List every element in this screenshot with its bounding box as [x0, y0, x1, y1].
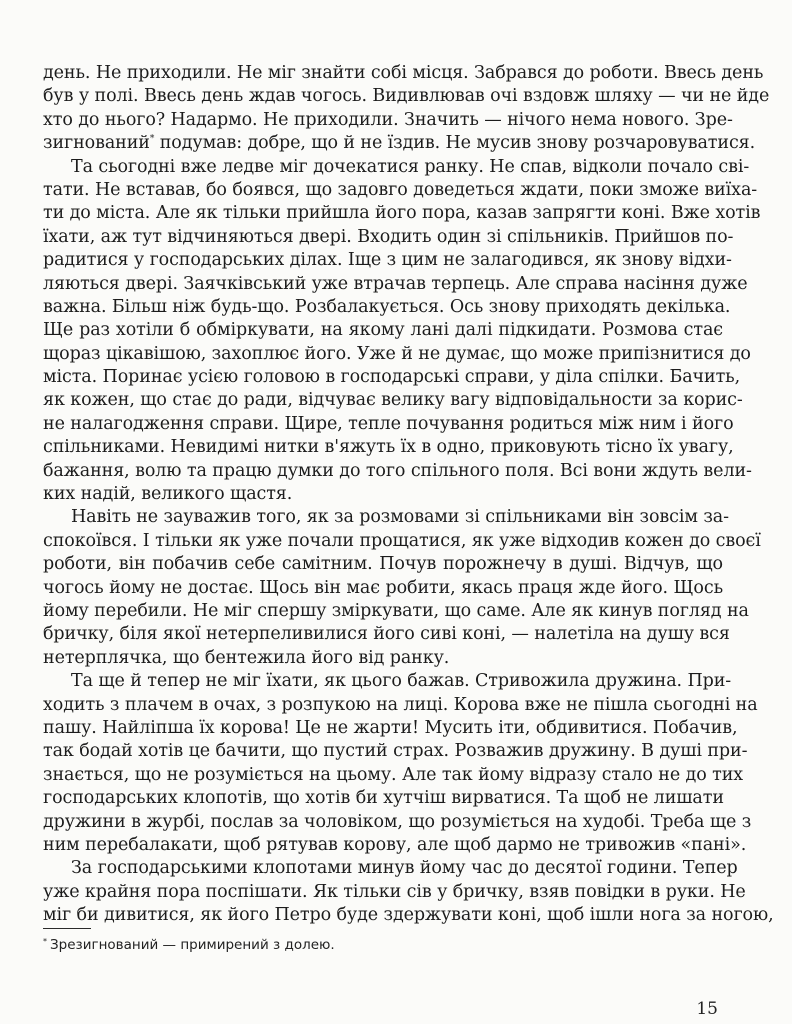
text-line — [43, 764, 744, 787]
line-text: щораз цікавішою, захоплює його. Уже й не думає, що може припізнитися до — [43, 343, 751, 364]
text-line — [43, 343, 751, 366]
line-text: бричку, біля якої нетерпеливилися його сиві коні, — налетіла на душу вся — [43, 624, 730, 645]
footnote — [43, 936, 335, 954]
text-line — [43, 694, 758, 717]
line-text: За господарськими клопотами минув йому час до десятої години. Тепер — [71, 858, 738, 879]
line-text: Ще раз хотіли б обміркувати, на якому лані далі підкидати. Розмова стає — [43, 320, 723, 341]
text-line — [43, 577, 723, 600]
line-text: так бодай хотів це бачити, що пустий страх. Розважив дружину. В душі при- — [43, 741, 748, 762]
text-line — [43, 787, 723, 810]
line-text: був у полі. Ввесь день ждав чогось. Видивлював очі вздовж шляху — чи не йде — [43, 86, 770, 107]
text-line — [43, 389, 743, 412]
text-line — [43, 670, 732, 693]
text-line — [43, 132, 756, 155]
text-line — [43, 506, 729, 529]
line-text: роботи, він побачив себе самітним. Почув порожнечу в душі. Відчув, що — [43, 554, 723, 575]
line-text: міг би дивитися, як його Петро буде здержувати коні, щоб ішли нога за ногою, — [43, 905, 774, 926]
footnote-marker: * — [43, 936, 47, 946]
line-text: спільниками. Невидимі нитки в'яжуть їх в одно, приковують тісно їх увагу, — [43, 437, 734, 458]
line-text: тати. Не вставав, бо боявся, що задовго доведеться ждати, поки зможе виїха- — [43, 179, 758, 200]
line-text: зигнований — [43, 133, 150, 154]
line-text: ходить з плачем в очах, з розпукою на лиці. Корова вже не пішла сьогодні на — [43, 694, 758, 715]
text-line — [43, 85, 770, 108]
text-line — [43, 460, 752, 483]
text-line — [43, 857, 738, 880]
text-line — [43, 834, 747, 857]
line-text: Навіть не зауважив того, як за розмовами зі спільниками він зовсім за- — [71, 507, 729, 528]
text-line — [43, 179, 758, 202]
line-text: хто до нього? Надармо. Не приходили. Значить — нічого нема нового. Зре- — [43, 109, 733, 130]
line-text: уже крайня пора поспішати. Як тільки сів у бричку, взяв повідки в руки. Не — [43, 881, 746, 902]
text-line — [43, 156, 750, 179]
line-text: їхати, аж тут відчиняються двері. Входить один зі спільників. Прийшов по- — [43, 226, 734, 247]
text-line — [43, 249, 732, 272]
line-text: важна. Більш ніж будь-що. Розбалакується. Ось знову приходять декілька. — [43, 296, 731, 317]
text-line — [43, 740, 748, 763]
line-text: не налагодження справи. Щире, тепле почування родиться між ним і його — [43, 413, 734, 434]
main-text — [43, 62, 774, 927]
text-line — [43, 553, 723, 576]
line-text: нетерплячка, що бентежила його від ранку. — [43, 647, 450, 668]
line-text: міста. Поринає усією головою в господарські справи, у діла спілки. Бачить, — [43, 367, 741, 388]
text-line — [43, 413, 734, 436]
text-line — [43, 717, 738, 740]
text-line — [43, 62, 764, 85]
line-text: Та сьогодні вже ледве міг дочекатися ранку. Не спав, відколи почало сві- — [71, 156, 750, 177]
line-text: ляються двері. Заячківський уже втрачав терпець. Але справа насіння дуже — [43, 273, 748, 294]
text-line — [43, 483, 723, 506]
line-text: знається, що не розуміється на цьому. Але так йому відразу стало не до тих — [43, 764, 744, 785]
text-line — [43, 436, 734, 459]
text-line — [43, 226, 734, 249]
text-line — [43, 319, 723, 342]
text-line — [43, 600, 749, 623]
text-line — [43, 623, 730, 646]
line-text: ти до міста. Але як тільки прийшла його пора, казав запрягти коні. Вже хотів — [43, 203, 761, 224]
line-text-continued: подумав: добре, що й не їздив. Не мусив знову розчаровуватися. — [154, 133, 756, 154]
text-line — [43, 881, 746, 904]
line-text: ним перебалакати, щоб рятував корову, але щоб дармо не тривожив «пані». — [43, 834, 747, 855]
text-line — [43, 904, 774, 927]
text-line — [43, 202, 761, 225]
line-text: бажання, волю та працю думки до того спільного поля. Всі вони ждуть вели- — [43, 460, 752, 481]
text-line — [43, 811, 752, 834]
footnote-reference: * — [149, 134, 155, 145]
line-text: йому перебили. Не міг спершу зміркувати, що саме. Але як кинув погляд на — [43, 600, 749, 621]
text-line — [43, 273, 748, 296]
line-text: Та ще й тепер не міг їхати, як цього бажав. Стривожила дружина. При- — [71, 671, 732, 692]
line-text: спокоївся. І тільки як уже почали прощатися, як уже відходив кожен до своєї — [43, 530, 761, 551]
line-text: дружини в журбі, послав за чоловіком, що розуміється на худобі. Треба ще з — [43, 811, 752, 832]
text-line — [43, 530, 761, 553]
footnote-separator — [43, 928, 91, 929]
text-line — [43, 366, 741, 389]
page-number: 15 — [696, 999, 718, 1019]
line-text: радитися у господарських ділах. Іще з цим не залагодився, як знову відхи- — [43, 250, 732, 271]
text-line — [43, 109, 733, 132]
line-text: господарських клопотів, що хотів би хутчіш вирватися. Та щоб не лишати — [43, 788, 724, 809]
line-text: чогось йому не достає. Щось він має робити, якась праця жде його. Щось — [43, 577, 723, 598]
line-text: пашу. Найліпша їх корова! Це не жарти! Мусить іти, обдивитися. Побачив, — [43, 717, 738, 738]
line-text: день. Не приходили. Не міг знайти собі місця. Забрався до роботи. Ввесь день — [43, 63, 764, 83]
footnote-text: Зрезигнований — примирений з долею. — [50, 937, 335, 953]
text-line — [43, 296, 731, 319]
line-text: як кожен, що стає до ради, відчуває велику вагу відповідальности за корис- — [43, 390, 743, 411]
line-text: ких надій, великого щастя. — [43, 484, 293, 505]
text-line — [43, 647, 723, 670]
